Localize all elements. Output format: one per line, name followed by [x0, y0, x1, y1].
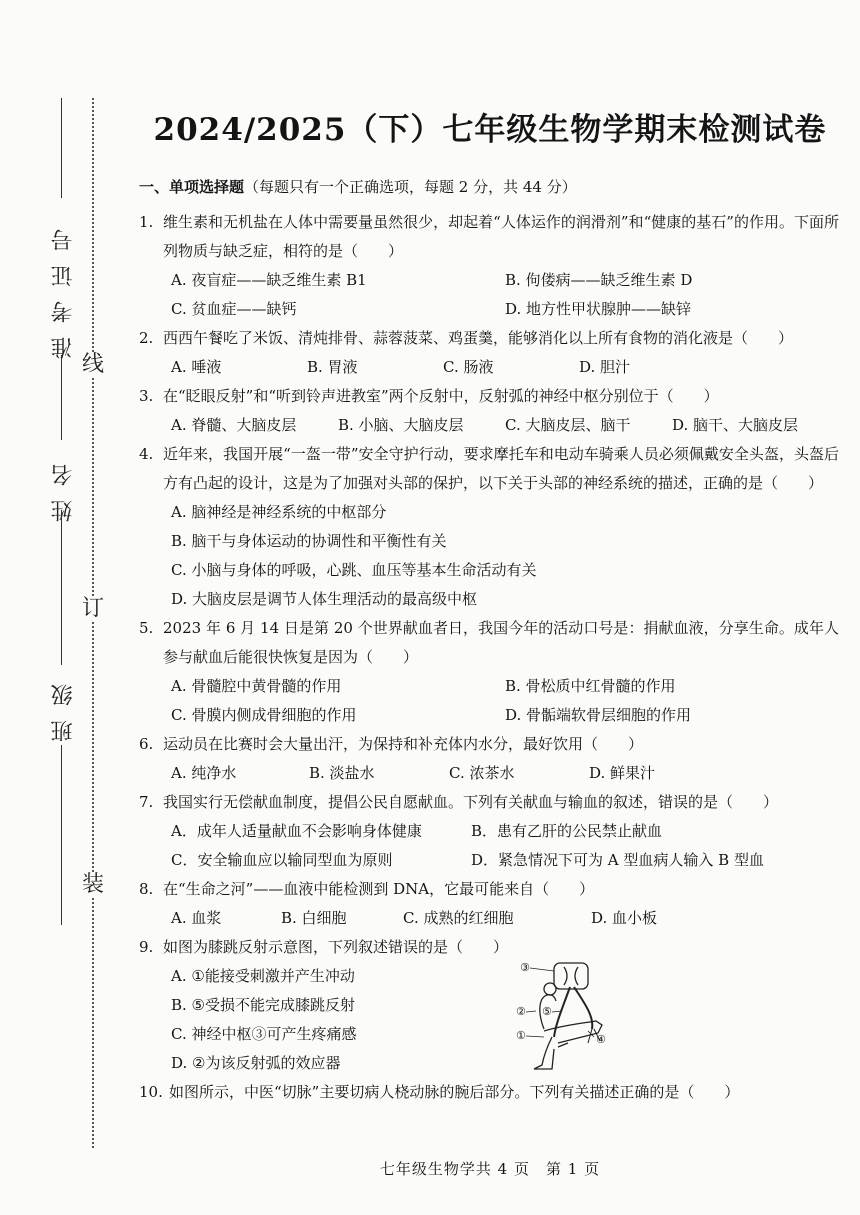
question-number: 3.: [139, 387, 154, 405]
question-text: 维生素和无机盐在人体中需要量虽然很少，却起着“人体运作的润滑剂”和“健康的基石”的作用。下面所列物质与缺乏症，相符的是（ ）: [163, 213, 839, 260]
blank-field-line: [61, 745, 62, 925]
option-b: B. 淡盐水: [309, 764, 375, 782]
reflex-hammer: [558, 1043, 568, 1047]
question-text: 近年来，我国开展“一盔一带”安全守护行动，要求摩托车和电动车骑乘人员必须佩戴安全头盔，头盔后方有凸起的设计，这是为了加强对头部的保护，以下关于头部的神经系统的描述，正确的是（ ）: [163, 445, 839, 492]
question-text: 西西午餐吃了米饭、清炖排骨、蒜蓉菠菜、鸡蛋羹，能够消化以上所有食物的消化液是（ ）: [163, 329, 794, 347]
binding-margin: [0, 0, 120, 1215]
nerve-pathways: [554, 987, 592, 1037]
question-10: [139, 1078, 839, 1107]
option-a: A. ①能接受刺激并产生冲动: [171, 967, 355, 985]
section-note: （每题只有一个正确选项，每题 2 分，共 44 分）: [244, 178, 577, 196]
question-number: 4.: [139, 445, 154, 463]
label-circled-1: ①: [516, 1029, 526, 1042]
question-6: [139, 730, 839, 788]
question-text: 在“眨眼反射”和“听到铃声进教室”两个反射中，反射弧的神经中枢分别位于（ ）: [163, 387, 719, 405]
knee-jerk-reflex-diagram: [514, 959, 624, 1079]
question-text: 在“生命之河”——血液中能检测到 DNA，它最可能来自（ ）: [163, 880, 595, 898]
question-7: [139, 788, 839, 875]
option-c: C. 肠液: [443, 358, 494, 376]
question-number: 5.: [139, 619, 154, 637]
question-text: 如图所示，中医“切脉”主要切病人桡动脉的腕后部分。下列有关描述正确的是（ ）: [169, 1083, 740, 1101]
option-a: A. 骨髓腔中黄骨髓的作用: [171, 677, 342, 695]
option-d: D. ②为该反射弧的效应器: [171, 1054, 341, 1072]
option-d: D. 胆汁: [579, 358, 631, 376]
option-b: B. ⑤受损不能完成膝跳反射: [171, 996, 356, 1014]
option-b: B. 小脑、大脑皮层: [338, 416, 464, 434]
option-a: A. 纯净水: [171, 764, 237, 782]
binding-mark-xian: 线: [81, 352, 104, 377]
option-c: C. 浓茶水: [449, 764, 515, 782]
option-b: B. 白细胞: [281, 909, 347, 927]
question-text: 如图为膝跳反射示意图，下列叙述错误的是（ ）: [163, 938, 509, 956]
question-3: [139, 382, 839, 440]
option-b: B. 脑干与身体运动的协调性和平衡性有关: [171, 532, 447, 550]
name-field-line: [61, 355, 62, 440]
option-a: A. 夜盲症——缺乏维生素 B1: [171, 271, 367, 289]
question-9: [139, 933, 839, 1078]
question-number: 1.: [139, 213, 154, 231]
page-footer: 七年级生物学共 4 页 第 1 页: [379, 1160, 601, 1178]
head-outline: [544, 983, 556, 995]
option-d: D．紧急情况下可为 A 型血病人输入 B 型血: [471, 851, 764, 869]
option-c: C. 贫血症——缺钙: [171, 300, 297, 318]
option-a: A. 脑神经是神经系统的中枢部分: [171, 503, 387, 521]
question-number: 10.: [139, 1083, 163, 1101]
option-a: A. 血浆: [171, 909, 222, 927]
question-number: 8.: [139, 880, 154, 898]
question-list: [139, 172, 839, 1107]
binding-dotted-line: [92, 98, 94, 1148]
label-circled-3: ③: [520, 961, 530, 974]
section-header: [139, 172, 839, 202]
option-b: B. 胃液: [307, 358, 358, 376]
question-5: [139, 614, 839, 730]
option-c: C. 成熟的红细胞: [403, 909, 514, 927]
question-4: [139, 440, 839, 614]
option-c: C．安全输血应以输同型血为原则: [171, 851, 393, 869]
option-d: D. 地方性甲状腺肿——缺锌: [505, 300, 692, 318]
exam-title: 2024/2025（下）七年级生物学期末检测试卷: [153, 112, 827, 148]
name-label: 姓名: [51, 450, 76, 522]
option-d: D. 骨骺端软骨层细胞的作用: [505, 706, 692, 724]
option-a: A．成年人适量献血不会影响身体健康: [171, 822, 422, 840]
spinal-grey-matter: [564, 967, 578, 985]
option-c: C. 大脑皮层、脑干: [505, 416, 631, 434]
option-a: A. 唾液: [171, 358, 222, 376]
question-1: [139, 208, 839, 324]
question-number: 7.: [139, 793, 154, 811]
thigh: [544, 1021, 602, 1043]
option-b: B. 骨松质中红骨髓的作用: [505, 677, 676, 695]
option-d: D. 脑干、大脑皮层: [672, 416, 799, 434]
question-text: 我国实行无偿献血制度，提倡公民自愿献血。下列有关献血与输血的叙述，错误的是（ ）: [163, 793, 779, 811]
question-text: 运动员在比赛时会大量出汗，为保持和补充体内水分，最好饮用（ ）: [163, 735, 644, 753]
option-c: C. 骨膜内侧成骨细胞的作用: [171, 706, 357, 724]
spinal-cord-segment: [554, 963, 588, 989]
option-b: B．患有乙肝的公民禁止献血: [471, 822, 663, 840]
label-circled-4: ④: [596, 1033, 606, 1046]
option-a: A. 脊髓、大脑皮层: [171, 416, 297, 434]
option-d: D. 大脑皮层是调节人体生理活动的最高级中枢: [171, 590, 478, 608]
question-number: 6.: [139, 735, 154, 753]
question-2: [139, 324, 839, 382]
option-b: B. 佝偻病——缺乏维生素 D: [505, 271, 693, 289]
section-label: 一、单项选择题: [139, 178, 245, 196]
binding-mark-ding: 订: [81, 596, 104, 621]
exam-id-label: 准考证号: [51, 215, 76, 359]
question-8: [139, 875, 839, 933]
binding-mark-zhuang: 装: [81, 872, 104, 897]
option-d: D. 鲜果汁: [589, 764, 656, 782]
question-number: 2.: [139, 329, 154, 347]
label-circled-2: ②: [516, 1005, 526, 1018]
option-d: D. 血小板: [591, 909, 658, 927]
class-field-line: [61, 510, 62, 665]
option-c: C. 小脑与身体的呼吸，心跳、血压等基本生命活动有关: [171, 561, 537, 579]
label-circled-5: ⑤: [542, 1005, 552, 1018]
question-text: 2023 年 6 月 14 日是第 20 个世界献血者日，我国今年的活动口号是：捐献血液，分享生命。成年人参与献血后能很快恢复是因为（ ）: [163, 619, 839, 666]
lower-leg: [534, 1037, 554, 1069]
id-field-line: [61, 98, 62, 198]
question-number: 9.: [139, 938, 154, 956]
class-label: 班级: [51, 670, 76, 742]
option-c: C. 神经中枢③可产生疼痛感: [171, 1025, 357, 1043]
